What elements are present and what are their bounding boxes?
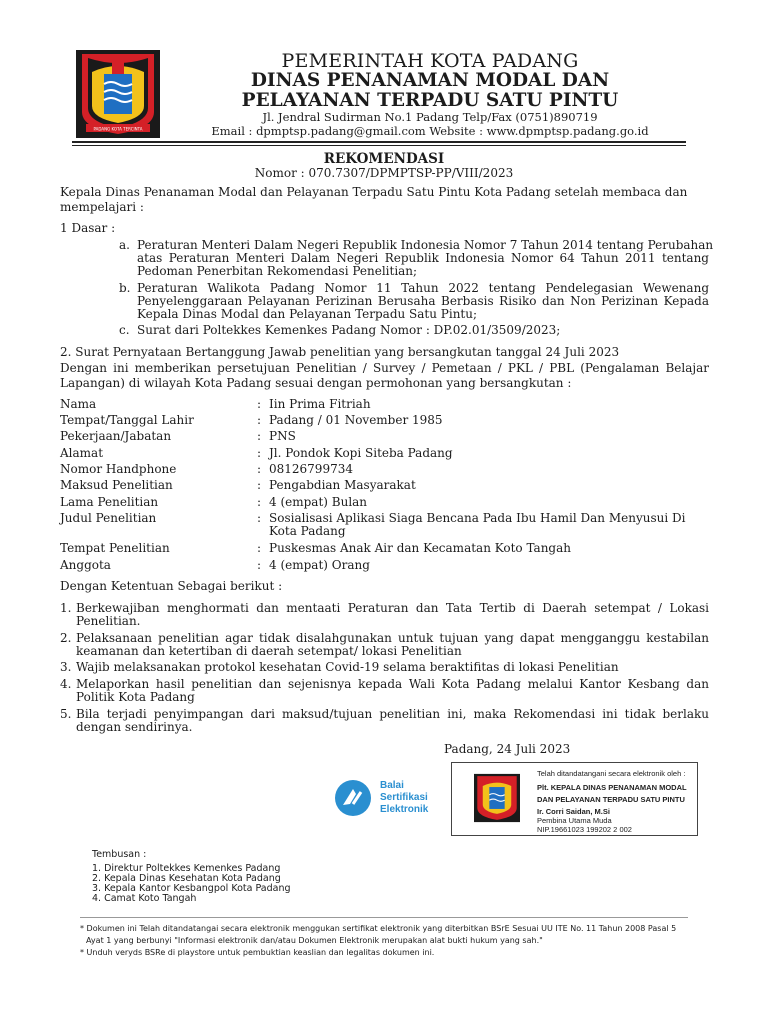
dasar-text: Penyelenggaraan Pelayanan Perizinan Berusaha Berbasis Risiko dan Non Perizinan Kepada <box>137 294 709 308</box>
dasar-text: Surat dari Poltekkes Kemenkes Padang Nomor : DP.02.01/3509/2023; <box>137 323 561 337</box>
footer-note2: * Unduh veryds BSRe di playstore untuk pembuktian keaslian dan legalitas dokumen ini. <box>80 948 435 957</box>
detail-colon: : <box>257 429 262 443</box>
header-rule-thin <box>72 145 686 146</box>
condition-text: Berkewajiban menghormati dan mentaati Peraturan dan Tata Tertib di Daerah setempat / Lokasi <box>76 601 709 615</box>
footer-note1-cont: Ayat 1 yang berbunyi "Informasi elektronik dan/atau Dokumen Elektronik merupakan alat bukti hukum yang sah." <box>86 936 543 945</box>
detail-colon: : <box>257 541 262 555</box>
tembusan-item: 1. Direktur Poltekkes Kemenkes Padang <box>92 863 281 874</box>
detail-label: Pekerjaan/Jabatan <box>60 429 172 443</box>
detail-value: 4 (empat) Bulan <box>269 495 368 509</box>
footer-rule <box>80 917 688 918</box>
detail-label: Nama <box>60 397 97 411</box>
detail-colon: : <box>257 397 262 411</box>
condition-text: keamanan dan ketertiban di daerah setempat/ lokasi Penelitian <box>76 644 462 658</box>
detail-colon: : <box>257 558 262 572</box>
signature-position2: DAN PELAYANAN TERPADU SATU PINTU <box>537 795 685 804</box>
detail-value: PNS <box>269 429 296 443</box>
detail-value: Jl. Pondok Kopi Siteba Padang <box>269 446 453 460</box>
agency-address: Jl. Jendral Sudirman No.1 Padang Telp/Fax (0751)890719 <box>262 110 598 124</box>
document-title: REKOMENDASI <box>323 151 445 167</box>
detail-colon: : <box>257 495 262 509</box>
condition-text: Bila terjadi penyimpangan dari maksud/tujuan penelitian ini, maka Rekomendasi ini tidak berlaku <box>76 707 709 721</box>
conditions-title: Dengan Ketentuan Sebagai berikut : <box>60 579 283 593</box>
condition-text: dengan sendirinya. <box>76 720 193 734</box>
dasar-text: Peraturan Walikota Padang Nomor 11 Tahun 2022 tentang Pendelegasian Wewenang <box>137 281 709 295</box>
document-number: Nomor : 070.7307/DPMPTSP-PP/VIII/2023 <box>254 166 514 180</box>
detail-colon: : <box>257 462 262 476</box>
detail-value: Puskesmas Anak Air dan Kecamatan Koto Tangah <box>269 541 571 555</box>
signer-rank: Pembina Utama Muda <box>537 816 612 825</box>
detail-colon: : <box>257 478 262 492</box>
agency-name-line1: DINAS PENANAMAN MODAL DAN <box>250 70 610 91</box>
dasar-marker: a. <box>119 238 130 252</box>
dasar-marker: b. <box>119 281 131 295</box>
detail-value: Pengabdian Masyarakat <box>269 478 416 492</box>
electronic-signature-box <box>451 762 698 836</box>
detail-value: Padang / 01 November 1985 <box>269 413 443 427</box>
detail-colon: : <box>257 413 262 427</box>
detail-label: Maksud Penelitian <box>60 478 173 492</box>
footer-note1: * Dokumen ini Telah ditandatangai secara elektronik menggukan sertifikat elektronik yang diterbitkan BSrE Sesuai UU ITE No. 11 Tahun 2008 Pasal 5 <box>80 924 677 933</box>
header-rule-thick <box>72 141 686 143</box>
condition-text: Pelaksanaan penelitian agar tidak disalahgunakan untuk tujuan yang dapat mengganggu kestabilan <box>76 631 709 645</box>
agency-contact: Email : dpmptsp.padang@gmail.com Website : www.dpmptsp.padang.go.id <box>211 124 649 138</box>
detail-label: Tempat/Tanggal Lahir <box>60 413 194 427</box>
detail-label: Anggota <box>60 558 111 572</box>
place-date: Padang, 24 Juli 2023 <box>444 742 571 756</box>
bsre-text-line2: Sertifikasi <box>380 792 428 803</box>
signature-line1: Telah ditandatangani secara elektronik oleh : <box>537 769 686 778</box>
logo-caption: PADANG KOTA TERCINTA <box>93 126 143 132</box>
dasar-label: 1 Dasar : <box>60 221 116 235</box>
padang-city-logo-small <box>474 769 520 827</box>
detail-value: Iin Prima Fitriah <box>269 397 371 411</box>
detail-value: Sosialisasi Aplikasi Siaga Bencana Pada Ibu Hamil Dan Menyusui Di <box>269 511 686 525</box>
signature-position1: Plt. KEPALA DINAS PENANAMAN MODAL <box>537 783 687 792</box>
bsre-text-line1: Balai <box>380 780 404 791</box>
signer-nip: NIP.19661023 199202 2 002 <box>537 825 632 834</box>
intro-line1: Kepala Dinas Penanaman Modal dan Pelayanan Terpadu Satu Pintu Kota Padang setelah membaca dan <box>60 185 688 199</box>
detail-colon: : <box>257 446 262 460</box>
detail-colon: : <box>257 511 262 525</box>
tembusan-item: 2. Kepala Dinas Kesehatan Kota Padang <box>92 873 281 884</box>
detail-label: Tempat Penelitian <box>60 541 170 555</box>
condition-number: 3. <box>60 660 72 674</box>
approval-line2: Lapangan) di wilayah Kota Padang sesuai dengan permohonan yang bersangkutan : <box>60 376 572 390</box>
padang-city-logo <box>76 50 160 138</box>
condition-text: Penelitian. <box>76 614 141 628</box>
dasar-text: Pedoman Penerbitan Rekomendasi Penelitian; <box>137 264 418 278</box>
detail-value: 08126799734 <box>269 462 353 476</box>
intro-line2: mempelajari : <box>60 200 144 214</box>
condition-text: Wajib melaksanakan protokol kesehatan Covid-19 selama beraktifitas di lokasi Penelitian <box>76 660 619 674</box>
approval-line1: Dengan ini memberikan persetujuan Penelitian / Survey / Pemetaan / PKL / PBL (Pengalaman Belajar <box>60 361 709 375</box>
detail-value: 4 (empat) Orang <box>269 558 370 572</box>
detail-label: Alamat <box>60 446 104 460</box>
tembusan-item: 3. Kepala Kantor Kesbangpol Kota Padang <box>92 883 291 894</box>
government-name: PEMERINTAH KOTA PADANG <box>281 50 579 72</box>
condition-number: 1. <box>60 601 72 615</box>
condition-number: 5. <box>60 707 72 721</box>
condition-text: Melaporkan hasil penelitian dan sejenisnya kepada Wali Kota Padang melalui Kantor Kesbang dan <box>76 677 709 691</box>
tembusan-item: 4. Camat Koto Tangah <box>92 893 197 904</box>
detail-value-cont: Kota Padang <box>269 524 346 538</box>
dasar-text: atas Peraturan Menteri Dalam Negeri Republik Indonesia Nomor 64 Tahun 2011 tentang <box>137 251 709 265</box>
agency-name-line2: PELAYANAN TERPADU SATU PINTU <box>241 90 619 111</box>
detail-label: Nomor Handphone <box>60 462 177 476</box>
tembusan-title: Tembusan : <box>92 849 147 860</box>
bsre-text-line3: Elektronik <box>380 804 429 815</box>
detail-label: Judul Penelitian <box>60 511 157 525</box>
detail-label: Lama Penelitian <box>60 495 159 509</box>
bsre-logo-icon <box>333 778 373 818</box>
dasar-text: Kepala Dinas Modal dan Pelayanan Terpadu Satu Pintu; <box>137 307 478 321</box>
condition-text: Politik Kota Padang <box>76 690 195 704</box>
condition-number: 2. <box>60 631 72 645</box>
dasar-text: Peraturan Menteri Dalam Negeri Republik Indonesia Nomor 7 Tahun 2014 tentang Perubahan <box>137 238 714 252</box>
signer-name: Ir. Corri Saidan, M.Si <box>537 807 610 816</box>
condition-number: 4. <box>60 677 72 691</box>
point-2: 2. Surat Pernyataan Bertanggung Jawab penelitian yang bersangkutan tanggal 24 Juli 2023 <box>60 345 620 359</box>
dasar-marker: c. <box>119 323 130 337</box>
